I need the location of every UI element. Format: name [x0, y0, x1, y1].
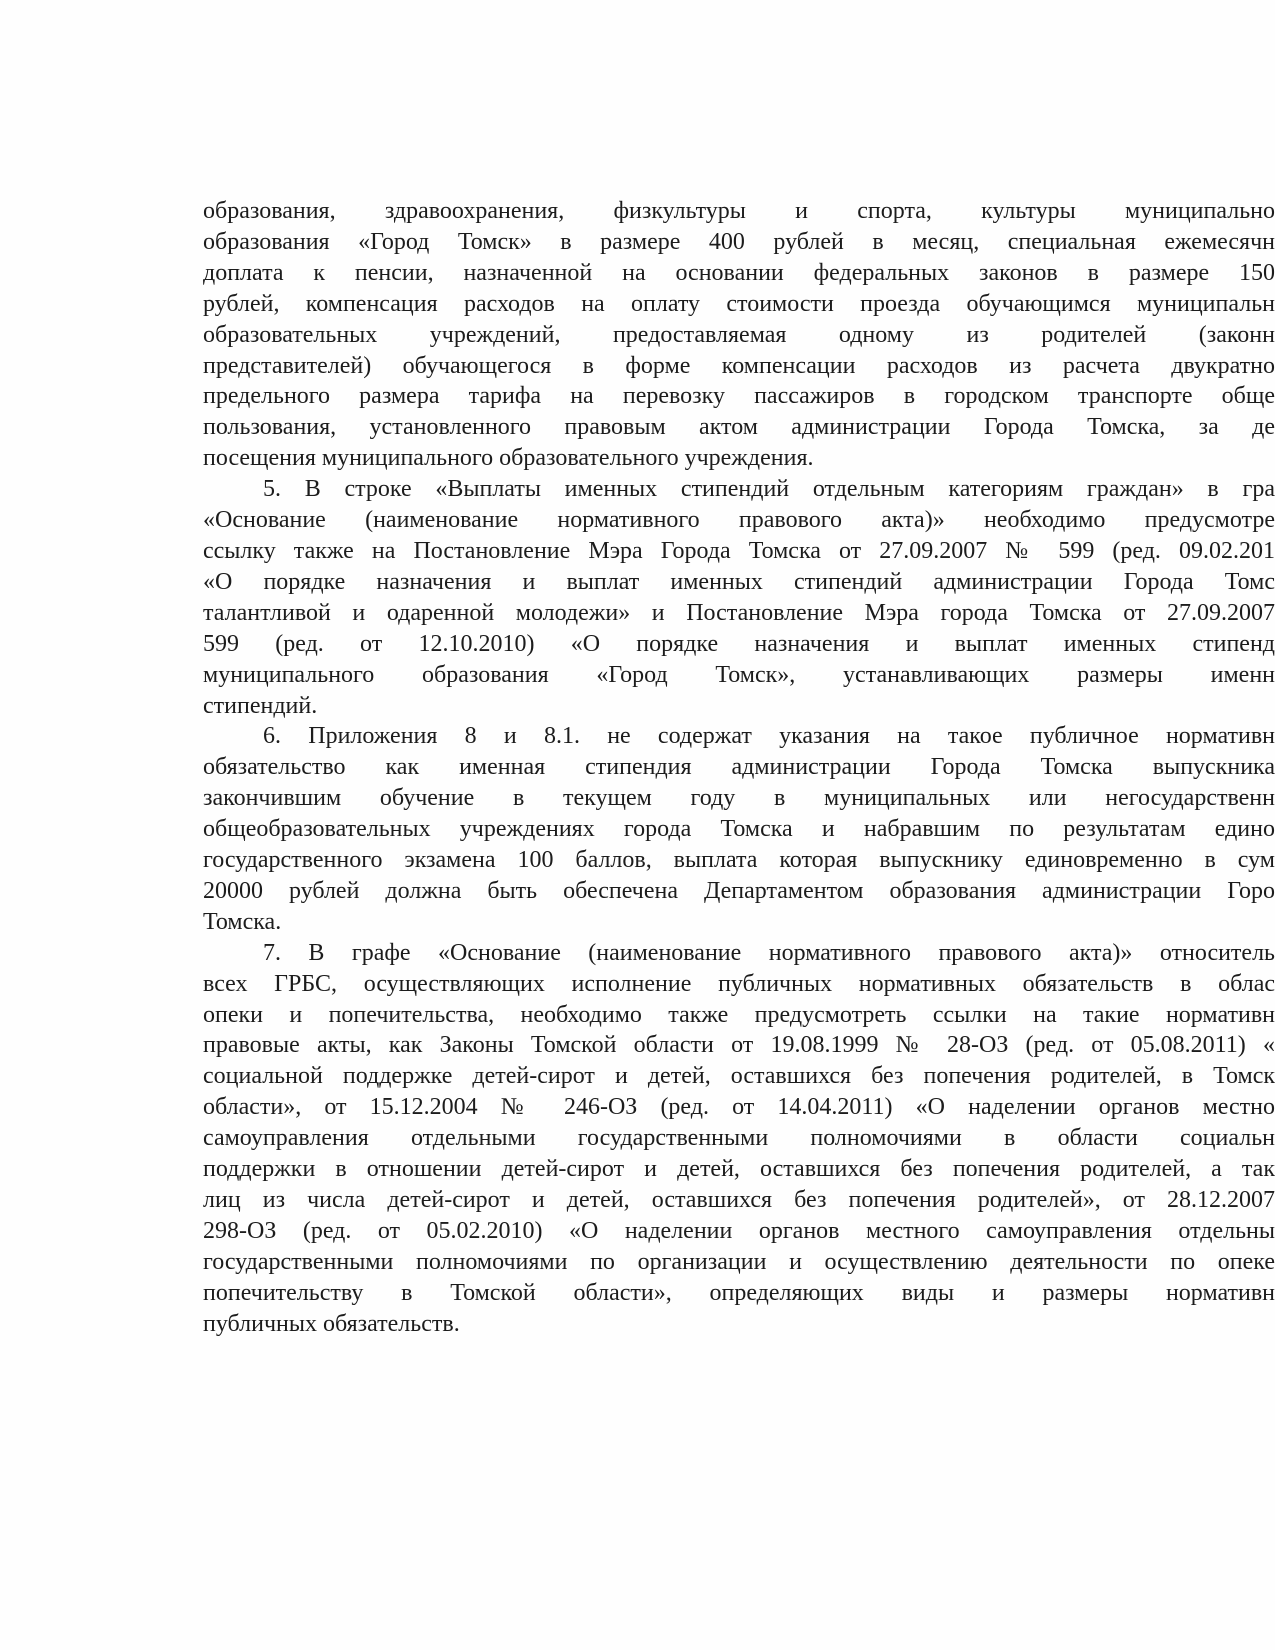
text-line: доплата к пенсии, назначенной на основании федеральных законов в размере 150: [203, 259, 1275, 286]
document-text-block: [203, 196, 1275, 1340]
text-line: области», от 15.12.2004 № 246-ОЗ (ред. от 14.04.2011) «О наделении органов местно: [203, 1094, 1275, 1121]
text-line: образовательных учреждений, предоставляемая одному из родителей (законн: [203, 321, 1275, 348]
item-7-paragraph: [203, 938, 1275, 1340]
text-line: «Основание (наименование нормативного правового акта)» необходимо предусмотре: [203, 507, 1275, 534]
text-line: закончившим обучение в текущем году в муниципальных или негосударственн: [203, 785, 1275, 812]
text-line: общеобразовательных учреждениях города Томска и набравшим по результатам едино: [203, 816, 1275, 843]
continuation-paragraph: [203, 196, 1275, 474]
text-line: публичных обязательств.: [203, 1310, 460, 1337]
text-line: правовые акты, как Законы Томской области от 19.08.1999 № 28-ОЗ (ред. от 05.08.2011) «: [203, 1032, 1275, 1059]
text-line: попечительству в Томской области», определяющих виды и размеры нормативн: [203, 1279, 1275, 1306]
item-5-paragraph: [203, 474, 1275, 721]
text-line: государственными полномочиями по организации и осуществлению деятельности по опеке: [203, 1248, 1275, 1275]
text-line: 599 (ред. от 12.10.2010) «О порядке назначения и выплат именных стипенд: [203, 630, 1275, 657]
text-line: обязательство как именная стипендия администрации Города Томска выпускника: [203, 754, 1275, 781]
text-line: 7. В графе «Основание (наименование нормативного правового акта)» относитель: [263, 939, 1275, 966]
text-line: пользования, установленного правовым актом администрации Города Томска, за де: [203, 414, 1275, 441]
text-line: предельного размера тарифа на перевозку пассажиров в городском транспорте обще: [203, 383, 1275, 410]
text-line: муниципального образования «Город Томск», устанавливающих размеры именн: [203, 661, 1275, 688]
text-line: самоуправления отдельными государственными полномочиями в области социальн: [203, 1125, 1275, 1152]
text-line: социальной поддержке детей-сирот и детей, оставшихся без попечения родителей, в Томск: [203, 1063, 1275, 1090]
text-line: опеки и попечительства, необходимо также предусмотреть ссылки на такие нормативн: [203, 1001, 1275, 1028]
text-line: 5. В строке «Выплаты именных стипендий отдельным категориям граждан» в гра: [263, 476, 1275, 503]
text-line: 6. Приложения 8 и 8.1. не содержат указания на такое публичное нормативн: [263, 723, 1275, 750]
text-line: государственного экзамена 100 баллов, выплата которая выпускнику единовременно в сум: [203, 847, 1275, 874]
text-line: ссылку также на Постановление Мэра Города Томска от 27.09.2007 № 599 (ред. 09.02.201: [203, 537, 1275, 564]
text-line: образования «Город Томск» в размере 400 рублей в месяц, специальная ежемесячн: [203, 228, 1275, 255]
text-line: посещения муниципального образовательного учреждения.: [203, 445, 814, 472]
text-line: поддержки в отношении детей-сирот и детей, оставшихся без попечения родителей, а так: [203, 1156, 1275, 1183]
text-line: 20000 рублей должна быть обеспечена Департаментом образования администрации Горо: [203, 877, 1275, 904]
text-line: стипендий.: [203, 692, 318, 719]
text-line: 298-ОЗ (ред. от 05.02.2010) «О наделении органов местного самоуправления отдельны: [203, 1217, 1275, 1244]
text-line: лиц из числа детей-сирот и детей, оставшихся без попечения родителей», от 28.12.2007: [203, 1187, 1275, 1213]
text-line: всех ГРБС, осуществляющих исполнение публичных нормативных обязательств в облас: [203, 970, 1275, 997]
text-line: талантливой и одаренной молодежи» и Постановление Мэра города Томска от 27.09.2007: [203, 599, 1275, 626]
text-line: рублей, компенсация расходов на оплату стоимости проезда обучающимся муниципальн: [203, 290, 1275, 317]
text-line: Томска.: [203, 908, 282, 935]
text-line: представителей) обучающегося в форме компенсации расходов из расчета двукратно: [203, 352, 1275, 379]
text-line: образования, здравоохранения, физкультуры и спорта, культуры муниципально: [203, 198, 1275, 224]
text-line: «О порядке назначения и выплат именных стипендий администрации Города Томс: [203, 568, 1275, 595]
item-6-paragraph: [203, 721, 1275, 937]
